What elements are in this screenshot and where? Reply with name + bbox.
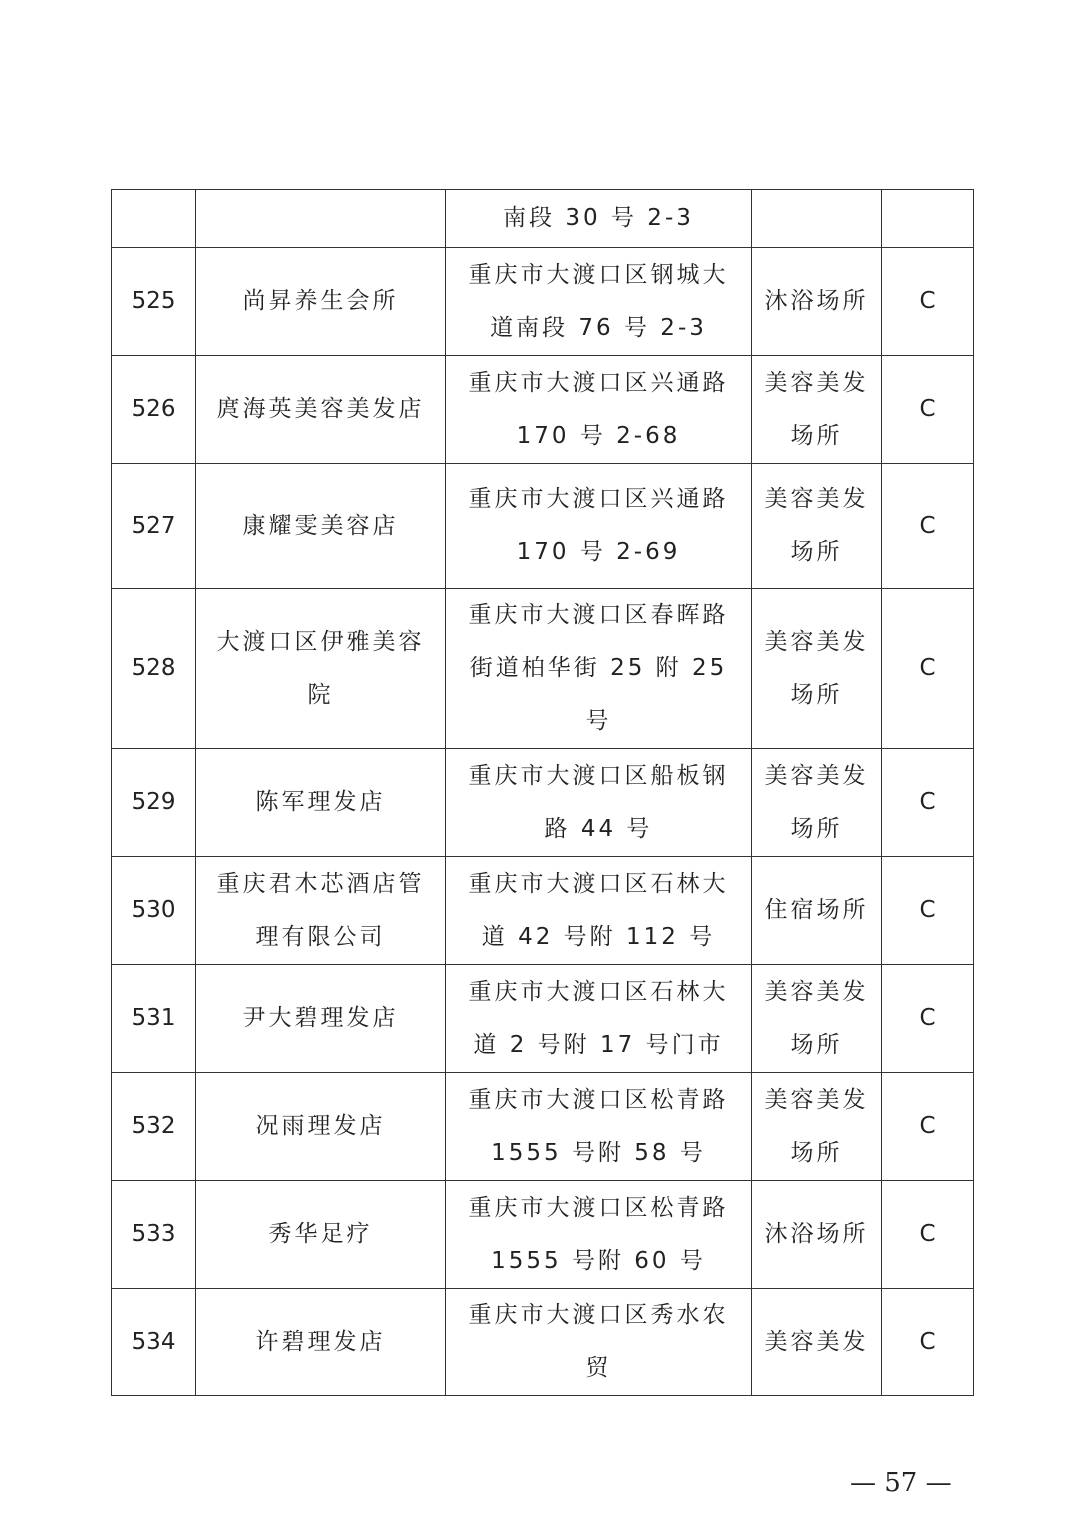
establishment-name: 陈军理发店 xyxy=(196,749,446,857)
rating-level: C xyxy=(882,965,974,1073)
rating-level: C xyxy=(882,464,974,589)
table-row xyxy=(112,190,974,248)
establishment-name: 尹大碧理发店 xyxy=(196,965,446,1073)
establishment-table xyxy=(111,189,974,1396)
table-row xyxy=(112,1073,974,1181)
table-row xyxy=(112,1289,974,1396)
row-number: 529 xyxy=(112,749,196,857)
establishment-category: 美容美发场所 xyxy=(752,1073,882,1181)
establishment-category: 沐浴场所 xyxy=(752,1181,882,1289)
row-number: 527 xyxy=(112,464,196,589)
establishment-category: 美容美发场所 xyxy=(752,965,882,1073)
rating-level: C xyxy=(882,749,974,857)
rating-level xyxy=(882,190,974,248)
table-row xyxy=(112,749,974,857)
table-row xyxy=(112,464,974,589)
establishment-name: 许碧理发店 xyxy=(196,1289,446,1396)
establishment-address: 重庆市大渡口区石林大道 42 号附 112 号 xyxy=(446,857,752,965)
establishment-category: 美容美发场所 xyxy=(752,464,882,589)
row-number: 526 xyxy=(112,356,196,464)
table-row xyxy=(112,857,974,965)
establishment-name: 况雨理发店 xyxy=(196,1073,446,1181)
establishment-name: 庹海英美容美发店 xyxy=(196,356,446,464)
table-row xyxy=(112,965,974,1073)
establishment-address: 南段 30 号 2-3 xyxy=(446,190,752,248)
establishment-address: 重庆市大渡口区秀水农贸 xyxy=(446,1289,752,1396)
establishment-address: 重庆市大渡口区兴通路 170 号 2-69 xyxy=(446,464,752,589)
rating-level: C xyxy=(882,1181,974,1289)
establishment-address: 重庆市大渡口区钢城大道南段 76 号 2-3 xyxy=(446,248,752,356)
establishment-address: 重庆市大渡口区船板钢路 44 号 xyxy=(446,749,752,857)
establishment-name xyxy=(196,190,446,248)
rating-level: C xyxy=(882,1289,974,1396)
rating-level: C xyxy=(882,248,974,356)
establishment-address: 重庆市大渡口区松青路 1555 号附 60 号 xyxy=(446,1181,752,1289)
row-number: 532 xyxy=(112,1073,196,1181)
page-number: — 57 — xyxy=(850,1468,952,1498)
establishment-category: 美容美发场所 xyxy=(752,589,882,749)
establishment-name: 大渡口区伊雅美容院 xyxy=(196,589,446,749)
row-number: 525 xyxy=(112,248,196,356)
establishment-name: 尚昇养生会所 xyxy=(196,248,446,356)
establishment-category xyxy=(752,190,882,248)
establishment-address: 重庆市大渡口区春晖路街道柏华街 25 附 25 号 xyxy=(446,589,752,749)
establishment-category: 美容美发场所 xyxy=(752,356,882,464)
rating-level: C xyxy=(882,857,974,965)
rating-level: C xyxy=(882,356,974,464)
establishment-name: 秀华足疗 xyxy=(196,1181,446,1289)
establishment-category: 美容美发场所 xyxy=(752,749,882,857)
row-number: 534 xyxy=(112,1289,196,1396)
row-number: 531 xyxy=(112,965,196,1073)
rating-level: C xyxy=(882,589,974,749)
table-row xyxy=(112,589,974,749)
establishment-category: 沐浴场所 xyxy=(752,248,882,356)
row-number xyxy=(112,190,196,248)
rating-level: C xyxy=(882,1073,974,1181)
establishment-name: 康耀雯美容店 xyxy=(196,464,446,589)
table-row xyxy=(112,248,974,356)
establishment-name: 重庆君木芯酒店管理有限公司 xyxy=(196,857,446,965)
establishment-category: 美容美发 xyxy=(752,1289,882,1396)
establishment-address: 重庆市大渡口区松青路 1555 号附 58 号 xyxy=(446,1073,752,1181)
table-row xyxy=(112,356,974,464)
establishment-address: 重庆市大渡口区兴通路 170 号 2-68 xyxy=(446,356,752,464)
row-number: 528 xyxy=(112,589,196,749)
establishment-category: 住宿场所 xyxy=(752,857,882,965)
row-number: 530 xyxy=(112,857,196,965)
establishment-address: 重庆市大渡口区石林大道 2 号附 17 号门市 xyxy=(446,965,752,1073)
row-number: 533 xyxy=(112,1181,196,1289)
table-row xyxy=(112,1181,974,1289)
